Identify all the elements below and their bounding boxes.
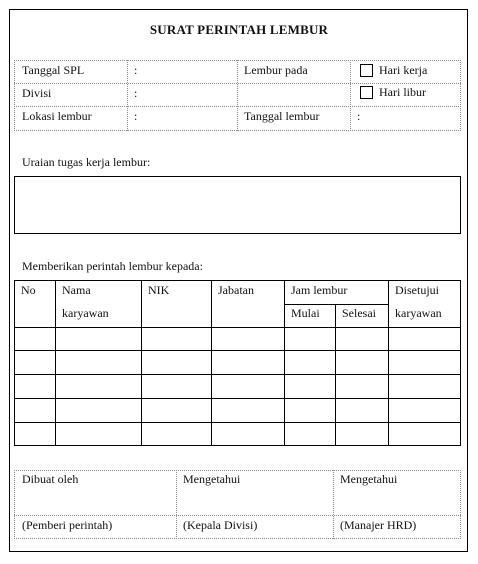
header-no: No xyxy=(21,283,36,297)
form-title: SURAT PERINTAH LEMBUR xyxy=(149,22,329,37)
uraian-label: Uraian tugas kerja lembur: xyxy=(22,155,151,169)
header-jam-lembur: Jam lembur xyxy=(291,283,348,297)
label-hari-libur: Hari libur xyxy=(379,85,426,99)
header-nama-line2: karyawan xyxy=(62,306,109,320)
colon-tanggal-lembur: : xyxy=(357,109,361,123)
header-mulai: Mulai xyxy=(291,306,320,320)
header-nik: NIK xyxy=(148,283,170,297)
sig-dibuat-oleh: Dibuat oleh xyxy=(22,472,79,486)
sig-mengetahui-kepala: Mengetahui xyxy=(183,472,241,486)
header-disetujui-line1: Disetujui xyxy=(395,283,439,297)
sig-manajer-hrd: (Manajer HRD) xyxy=(340,518,417,532)
header-selesai: Selesai xyxy=(342,306,376,320)
label-tanggal-spl: Tanggal SPL xyxy=(22,63,85,77)
uraian-textbox[interactable] xyxy=(14,176,461,234)
sig-kepala-divisi: (Kepala Divisi) xyxy=(183,518,258,532)
hari-libur-checkbox[interactable] xyxy=(360,86,373,99)
colon-divisi: : xyxy=(134,86,138,100)
label-lembur-pada: Lembur pada xyxy=(244,63,308,77)
label-tanggal-lembur: Tanggal lembur xyxy=(244,109,320,123)
colon-tanggal-spl: : xyxy=(134,63,138,77)
label-divisi: Divisi xyxy=(22,86,52,100)
label-hari-kerja: Hari kerja xyxy=(379,63,428,77)
hari-kerja-checkbox[interactable] xyxy=(360,64,373,77)
header-jabatan: Jabatan xyxy=(218,283,254,297)
colon-lokasi-lembur: : xyxy=(134,109,138,123)
sig-mengetahui-manajer: Mengetahui xyxy=(340,472,398,486)
header-nama-line1: Nama xyxy=(62,283,91,297)
sig-pemberi-perintah: (Pemberi perintah) xyxy=(22,518,113,532)
header-disetujui-line2: karyawan xyxy=(395,306,442,320)
perintah-label: Memberikan perintah lembur kepada: xyxy=(22,259,203,273)
label-lokasi-lembur: Lokasi lembur xyxy=(22,109,92,123)
